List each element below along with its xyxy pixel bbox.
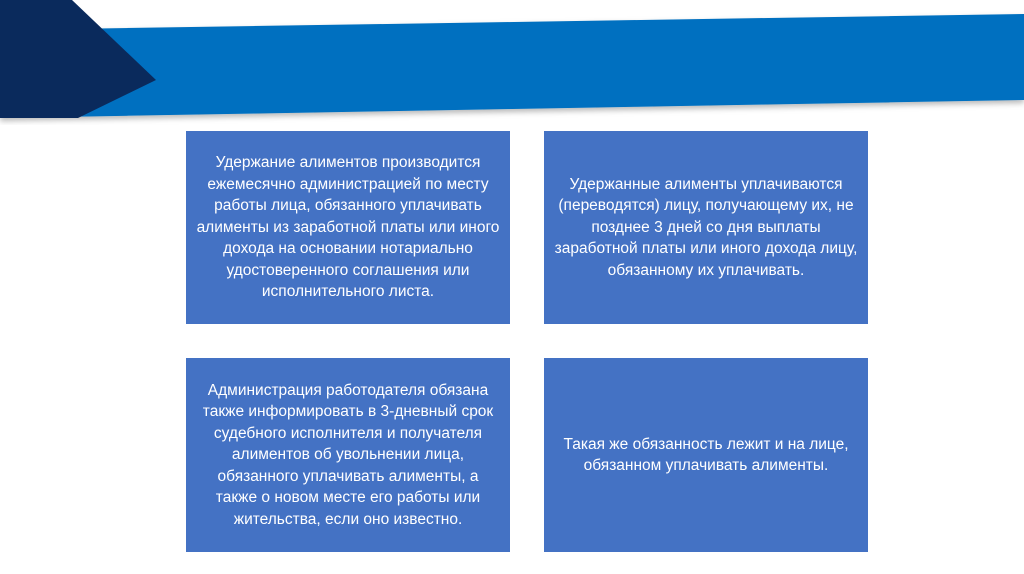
info-card-text: Удержание алиментов производится ежемесячно администрацией по месту работы лица, обязанного уплачивать алименты из заработной платы или иного дохода на основании нотариально удостоверенного соглашения или исполнительного листа. xyxy=(196,154,500,301)
info-card-text: Такая же обязанность лежит и на лице, обязанном уплачивать алименты. xyxy=(563,435,849,474)
info-card-withholding xyxy=(186,131,510,324)
info-card-payer-duty xyxy=(544,358,868,552)
info-card-payment-deadline xyxy=(544,131,868,324)
info-card-text: Удержанные алименты уплачиваются (переводятся) лицу, получающему их, не позднее 3 дней со дня выплаты заработной платы или иного дохода лицу, обязанному их уплачивать. xyxy=(554,175,858,279)
header-banner xyxy=(0,0,1024,125)
banner-blue-stripe xyxy=(0,14,1024,118)
info-card-employer-duty xyxy=(186,358,510,552)
info-card-text: Администрация работодателя обязана также информировать в 3-дневный срок судебного исполнителя и получателя алиментов об увольнении лица, обязанного уплачивать алименты, а также о новом месте его работы или жительства, если оно известно. xyxy=(202,381,494,528)
